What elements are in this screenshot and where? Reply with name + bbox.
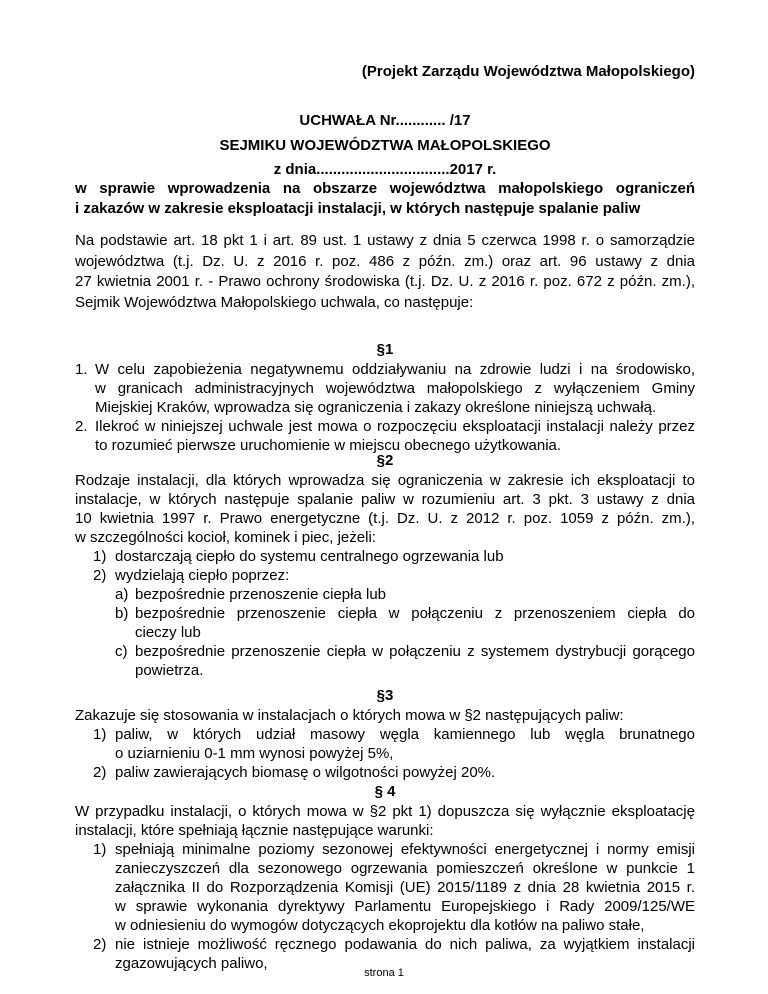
section-3-item <box>93 763 695 782</box>
subitem-letter: a) <box>115 586 129 603</box>
intro-line: województwa (t.j. Dz. U. z 2016 r. poz. 486 z późn. zm.) oraz art. 96 ustawy z dnia <box>75 252 695 270</box>
section-2-body <box>75 471 695 680</box>
item-number: 2) <box>93 567 107 584</box>
resolution-subject <box>75 179 695 219</box>
section-1-item <box>75 417 695 455</box>
subitem-line: powietrza. <box>135 662 204 679</box>
item-line: Miejskiej Kraków, wprowadza się ograniczenia i zakazy określone niniejszą uchwałą. <box>95 399 657 416</box>
section-2-title: §2 <box>376 452 394 469</box>
section-3-intro: Zakazuje się stosowania w instalacjach o których mowa w §2 następujących paliw: <box>75 707 624 724</box>
item-number: 1. <box>75 361 88 378</box>
document-page <box>75 0 695 994</box>
subject-line: w sprawie wprowadzenia na obszarze województwa małopolskiego ograniczeń <box>75 180 695 197</box>
subitem-line: bezpośrednie przenoszenie ciepła lub <box>135 586 387 603</box>
section-2-line: 10 kwietnia 1997 r. Prawo energetyczne (t.j. Dz. U. z 2012 r. poz. 1059 z późn. zm.), <box>75 510 695 527</box>
issuer-title: SEJMIKU WOJEWÓDZTWA MAŁOPOLSKIEGO <box>219 137 551 154</box>
item-number: 2. <box>75 418 88 435</box>
section-1-item <box>75 360 695 417</box>
item-line: o uziarnieniu 0-1 mm wynosi powyżej 5%, <box>115 745 394 762</box>
item-line: zgazowujących paliwo, <box>115 955 268 972</box>
section-4-body <box>75 802 695 973</box>
subitem-letter: c) <box>115 643 128 660</box>
section-2-item <box>93 547 695 566</box>
section-4-item <box>93 840 695 935</box>
section-2-line: w szczególności kocioł, kominek i piec, jeżeli: <box>75 529 376 546</box>
subitem-line: bezpośrednie przenoszenie ciepła w połączeniu z przenoszeniem ciepła do <box>135 605 695 622</box>
item-line: to rozumieć pierwsze uruchomienie w miejscu obecnego użytkowania. <box>95 437 562 454</box>
item-line: w granicach administracyjnych województwa małopolskiego z wyłączeniem Gminy <box>95 380 695 397</box>
section-4-line: instalacji, które spełniają łącznie następujące warunki: <box>75 822 434 839</box>
resolution-date: z dnia................................2017 r. <box>273 161 497 178</box>
project-note: (Projekt Zarządu Województwa Małopolskiego) <box>361 63 695 80</box>
item-line: Ilekroć w niniejszej uchwale jest mowa o rozpoczęciu eksploatacji instalacji należy przez <box>95 418 695 435</box>
intro-line: Sejmik Województwa Małopolskiego uchwala, co następuje: <box>75 293 474 311</box>
subitem-line: bezpośrednie przenoszenie ciepła w połączeniu z systemem dystrybucji gorącego <box>135 643 695 660</box>
item-line: załącznika II do Rozporządzenia Komisji (UE) 2015/1189 z dnia 28 kwietnia 2015 r. <box>115 879 695 896</box>
intro-line: Na podstawie art. 18 pkt 1 i art. 89 ust. 1 ustawy z dnia 5 czerwca 1998 r. o samorządzie <box>75 232 695 249</box>
item-line: paliw, w których udział masowy węgla kamiennego lub węgla brunatnego <box>115 726 695 743</box>
section-2-subitem <box>115 642 695 680</box>
section-3-title: §3 <box>376 687 394 704</box>
section-1-body <box>75 360 695 455</box>
section-3-item <box>93 725 695 763</box>
item-line: W celu zapobieżenia negatywnemu oddziaływaniu na zdrowie ludzi i na środowisko, <box>95 361 695 378</box>
item-line: w odniesieniu do wymogów dotyczących ekoprojektu dla kotłów na paliwo stałe, <box>115 917 645 934</box>
item-line: zanieczyszczeń dla sezonowego ogrzewania pomieszczeń określone w punkcie 1 <box>115 860 695 877</box>
item-number: 1) <box>93 726 107 743</box>
item-number: 1) <box>93 841 107 858</box>
intro-line: 27 kwietnia 2001 r. - Prawo ochrony środowiska (t.j. Dz. U. z 2016 r. poz. 672 z późn. zm.), <box>75 273 695 290</box>
section-2-line: instalacje, w których następuje spalanie paliw w rozumieniu art. 3 pkt. 3 ustawy z dnia <box>75 491 695 508</box>
item-number: 1) <box>93 548 107 565</box>
legal-basis <box>75 231 695 313</box>
item-number: 2) <box>93 764 107 781</box>
section-4-line: W przypadku instalacji, o których mowa w §2 pkt 1) dopuszcza się wyłącznie eksploatację <box>75 803 695 820</box>
section-4-title: § 4 <box>374 783 396 800</box>
section-2-line: Rodzaje instalacji, dla których wprowadza się ograniczenia w zakresie ich eksploatacji to <box>75 472 695 489</box>
section-2-subitem <box>115 585 695 604</box>
section-2-item <box>93 566 695 585</box>
item-text: dostarczają ciepło do systemu centralnego ogrzewania lub <box>115 548 504 565</box>
section-1-title: §1 <box>376 341 394 358</box>
subitem-line: cieczy lub <box>135 624 201 641</box>
section-3-body <box>75 706 695 782</box>
page-number: strona 1 <box>364 967 404 979</box>
item-line: spełniają minimalne poziomy sezonowej efektywności energetycznej i normy emisji <box>115 841 695 858</box>
item-text: wydzielają ciepło poprzez: <box>115 567 290 584</box>
item-number: 2) <box>93 936 107 953</box>
section-2-subitem <box>115 604 695 642</box>
subitem-letter: b) <box>115 605 129 622</box>
item-line: w sprawie wykonania dyrektywy Parlamentu Europejskiego i Rady 2009/125/WE <box>115 898 695 915</box>
item-line: paliw zawierających biomasę o wilgotności powyżej 20%. <box>115 764 496 781</box>
resolution-number: UCHWAŁA Nr............ /17 <box>299 112 471 129</box>
subject-line: i zakazów w zakresie eksploatacji instalacji, w których następuje spalanie paliw <box>75 200 641 217</box>
item-line: nie istnieje możliwość ręcznego podawania do nich paliwa, za wyjątkiem instalacji <box>115 936 695 953</box>
